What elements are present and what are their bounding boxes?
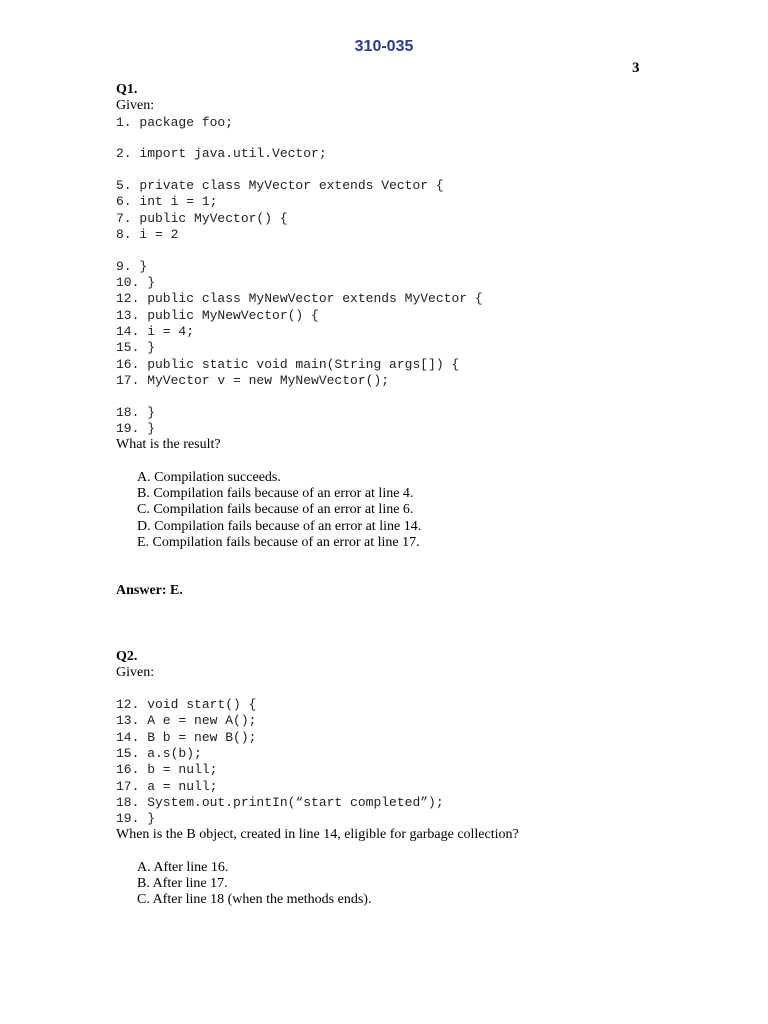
code-line: 2. import java.util.Vector; (116, 146, 327, 162)
code-line: 9. } (116, 258, 148, 274)
code-line: 5. private class MyVector extends Vector { (116, 178, 444, 194)
code-line: 12. void start() { (116, 697, 257, 713)
question-1 (116, 82, 736, 551)
code-line (116, 163, 736, 179)
code-line: 12. public class MyNewVector extends MyVector { (116, 291, 483, 307)
code-line: 18. } (116, 404, 156, 420)
question-2-code (116, 682, 736, 828)
question-2 (116, 649, 736, 909)
answer-option: B. Compilation fails because of an error at line 4. (137, 485, 414, 501)
question-2-given: Given: (116, 665, 155, 681)
code-line (116, 389, 736, 405)
code-line: 19. } (116, 421, 156, 437)
code-line: 13. A e = new A(); (116, 713, 257, 729)
question-1-answer: Answer: E. (116, 583, 183, 598)
answer-option: C. Compilation fails because of an error at line 6. (137, 502, 414, 518)
answer-option: C. After line 18 (when the methods ends). (137, 892, 372, 908)
code-line: 16. public static void main(String args[]) { (116, 356, 460, 372)
code-line: 15. } (116, 340, 156, 356)
question-2-options (137, 860, 736, 909)
question-1-code (116, 115, 736, 438)
code-line: 14. i = 4; (116, 324, 195, 340)
code-line (116, 243, 736, 259)
answer-option: E. Compilation fails because of an error at line 17. (137, 534, 420, 550)
question-1-title: Q1. (116, 82, 138, 97)
answer-option: A. Compilation succeeds. (137, 469, 281, 485)
code-line: 10. } (116, 275, 156, 291)
exam-code-header: 310-035 (354, 38, 414, 55)
code-line (116, 131, 736, 147)
code-line (116, 682, 736, 698)
answer-option: A. After line 16. (137, 859, 229, 875)
code-line: 17. a = null; (116, 778, 218, 794)
question-1-given: Given: (116, 98, 155, 114)
code-line: 19. } (116, 811, 156, 827)
code-line: 15. a.s(b); (116, 745, 202, 761)
page-number: 3 (632, 60, 640, 76)
code-line: 18. System.out.printIn(“start completed”); (116, 794, 444, 810)
code-line: 8. i = 2 (116, 227, 179, 243)
question-2-prompt: When is the B object, created in line 14, eligible for garbage collection? (116, 827, 519, 843)
code-line: 7. public MyVector() { (116, 210, 288, 226)
question-1-prompt: What is the result? (116, 437, 221, 453)
code-line: 17. MyVector v = new MyNewVector(); (116, 372, 390, 388)
code-line: 1. package foo; (116, 114, 234, 130)
code-line: 6. int i = 1; (116, 194, 218, 210)
answer-option: B. After line 17. (137, 876, 228, 892)
question-1-options (137, 470, 736, 551)
code-line: 14. B b = new B(); (116, 729, 257, 745)
code-line: 13. public MyNewVector() { (116, 307, 319, 323)
code-line: 16. b = null; (116, 762, 218, 778)
answer-option: D. Compilation fails because of an error at line 14. (137, 518, 422, 534)
question-2-title: Q2. (116, 649, 138, 664)
